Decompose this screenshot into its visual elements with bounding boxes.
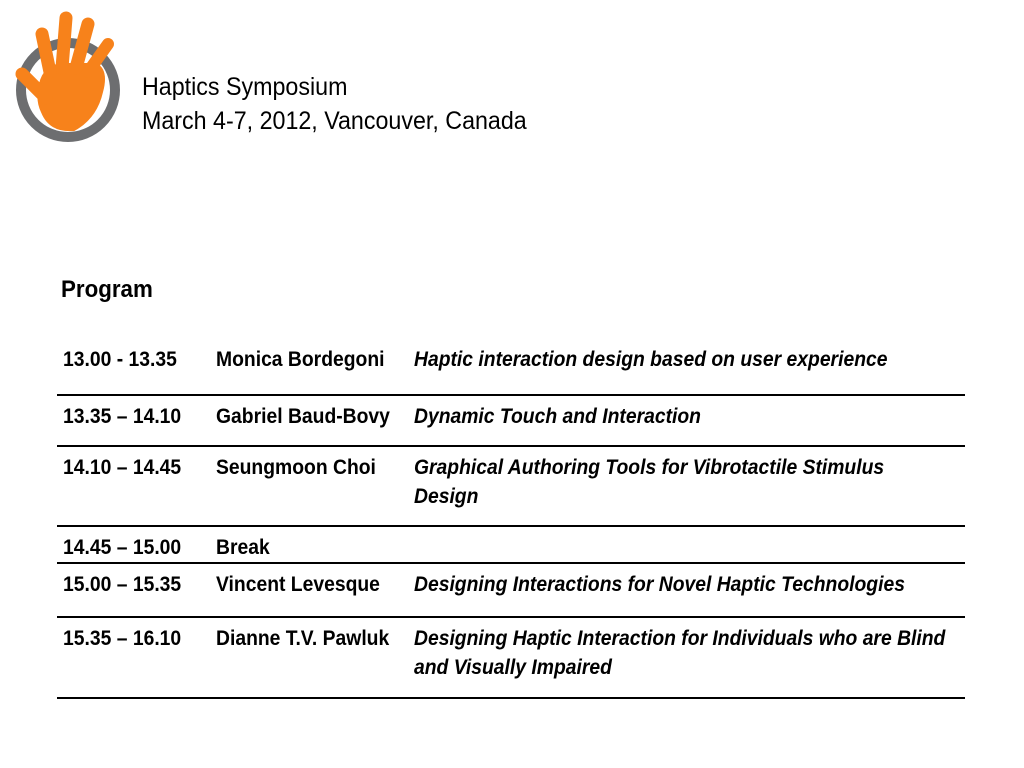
session-title-line: Designing Haptic Interaction for Individuals who are Blind <box>414 627 946 650</box>
session-time: 14.10 – 14.45 <box>63 456 182 479</box>
session-title <box>414 345 887 374</box>
session-time: 13.00 - 13.35 <box>63 348 177 371</box>
session-title-line: Designing Interactions for Novel Haptic Technologies <box>414 573 905 596</box>
program-row <box>57 333 965 396</box>
program-row <box>57 396 965 447</box>
session-title <box>414 402 701 431</box>
program-row <box>57 618 965 699</box>
hand-icon <box>22 18 108 130</box>
session-speaker: Break <box>216 536 270 559</box>
session-speaker: Gabriel Baud-Bovy <box>216 405 390 428</box>
session-speaker: Monica Bordegoni <box>216 348 385 371</box>
session-title-line: Dynamic Touch and Interaction <box>414 405 701 428</box>
program-row <box>57 527 965 564</box>
session-speaker: Vincent Levesque <box>216 573 380 596</box>
session-speaker: Seungmoon Choi <box>216 456 376 479</box>
program-title: Program <box>61 276 153 303</box>
session-title <box>414 453 884 511</box>
session-time: 13.35 – 14.10 <box>63 405 182 428</box>
program-row <box>57 447 965 527</box>
event-date-location: March 4-7, 2012, Vancouver, Canada <box>142 107 527 135</box>
session-title-line: Haptic interaction design based on user experience <box>414 348 888 371</box>
session-title <box>414 624 945 682</box>
haptics-hand-logo <box>10 8 128 144</box>
session-speaker: Dianne T.V. Pawluk <box>216 627 390 650</box>
session-time: 15.00 – 15.35 <box>63 573 182 596</box>
session-time: 15.35 – 16.10 <box>63 627 182 650</box>
event-name: Haptics Symposium <box>142 73 348 101</box>
program-table <box>57 333 965 699</box>
program-row <box>57 564 965 618</box>
event-header <box>142 70 527 138</box>
session-title-line: Design <box>414 485 479 508</box>
session-title-line: Graphical Authoring Tools for Vibrotactile Stimulus <box>414 456 885 479</box>
session-title <box>414 570 905 599</box>
session-time: 14.45 – 15.00 <box>63 536 182 559</box>
session-title-line: and Visually Impaired <box>414 656 612 679</box>
